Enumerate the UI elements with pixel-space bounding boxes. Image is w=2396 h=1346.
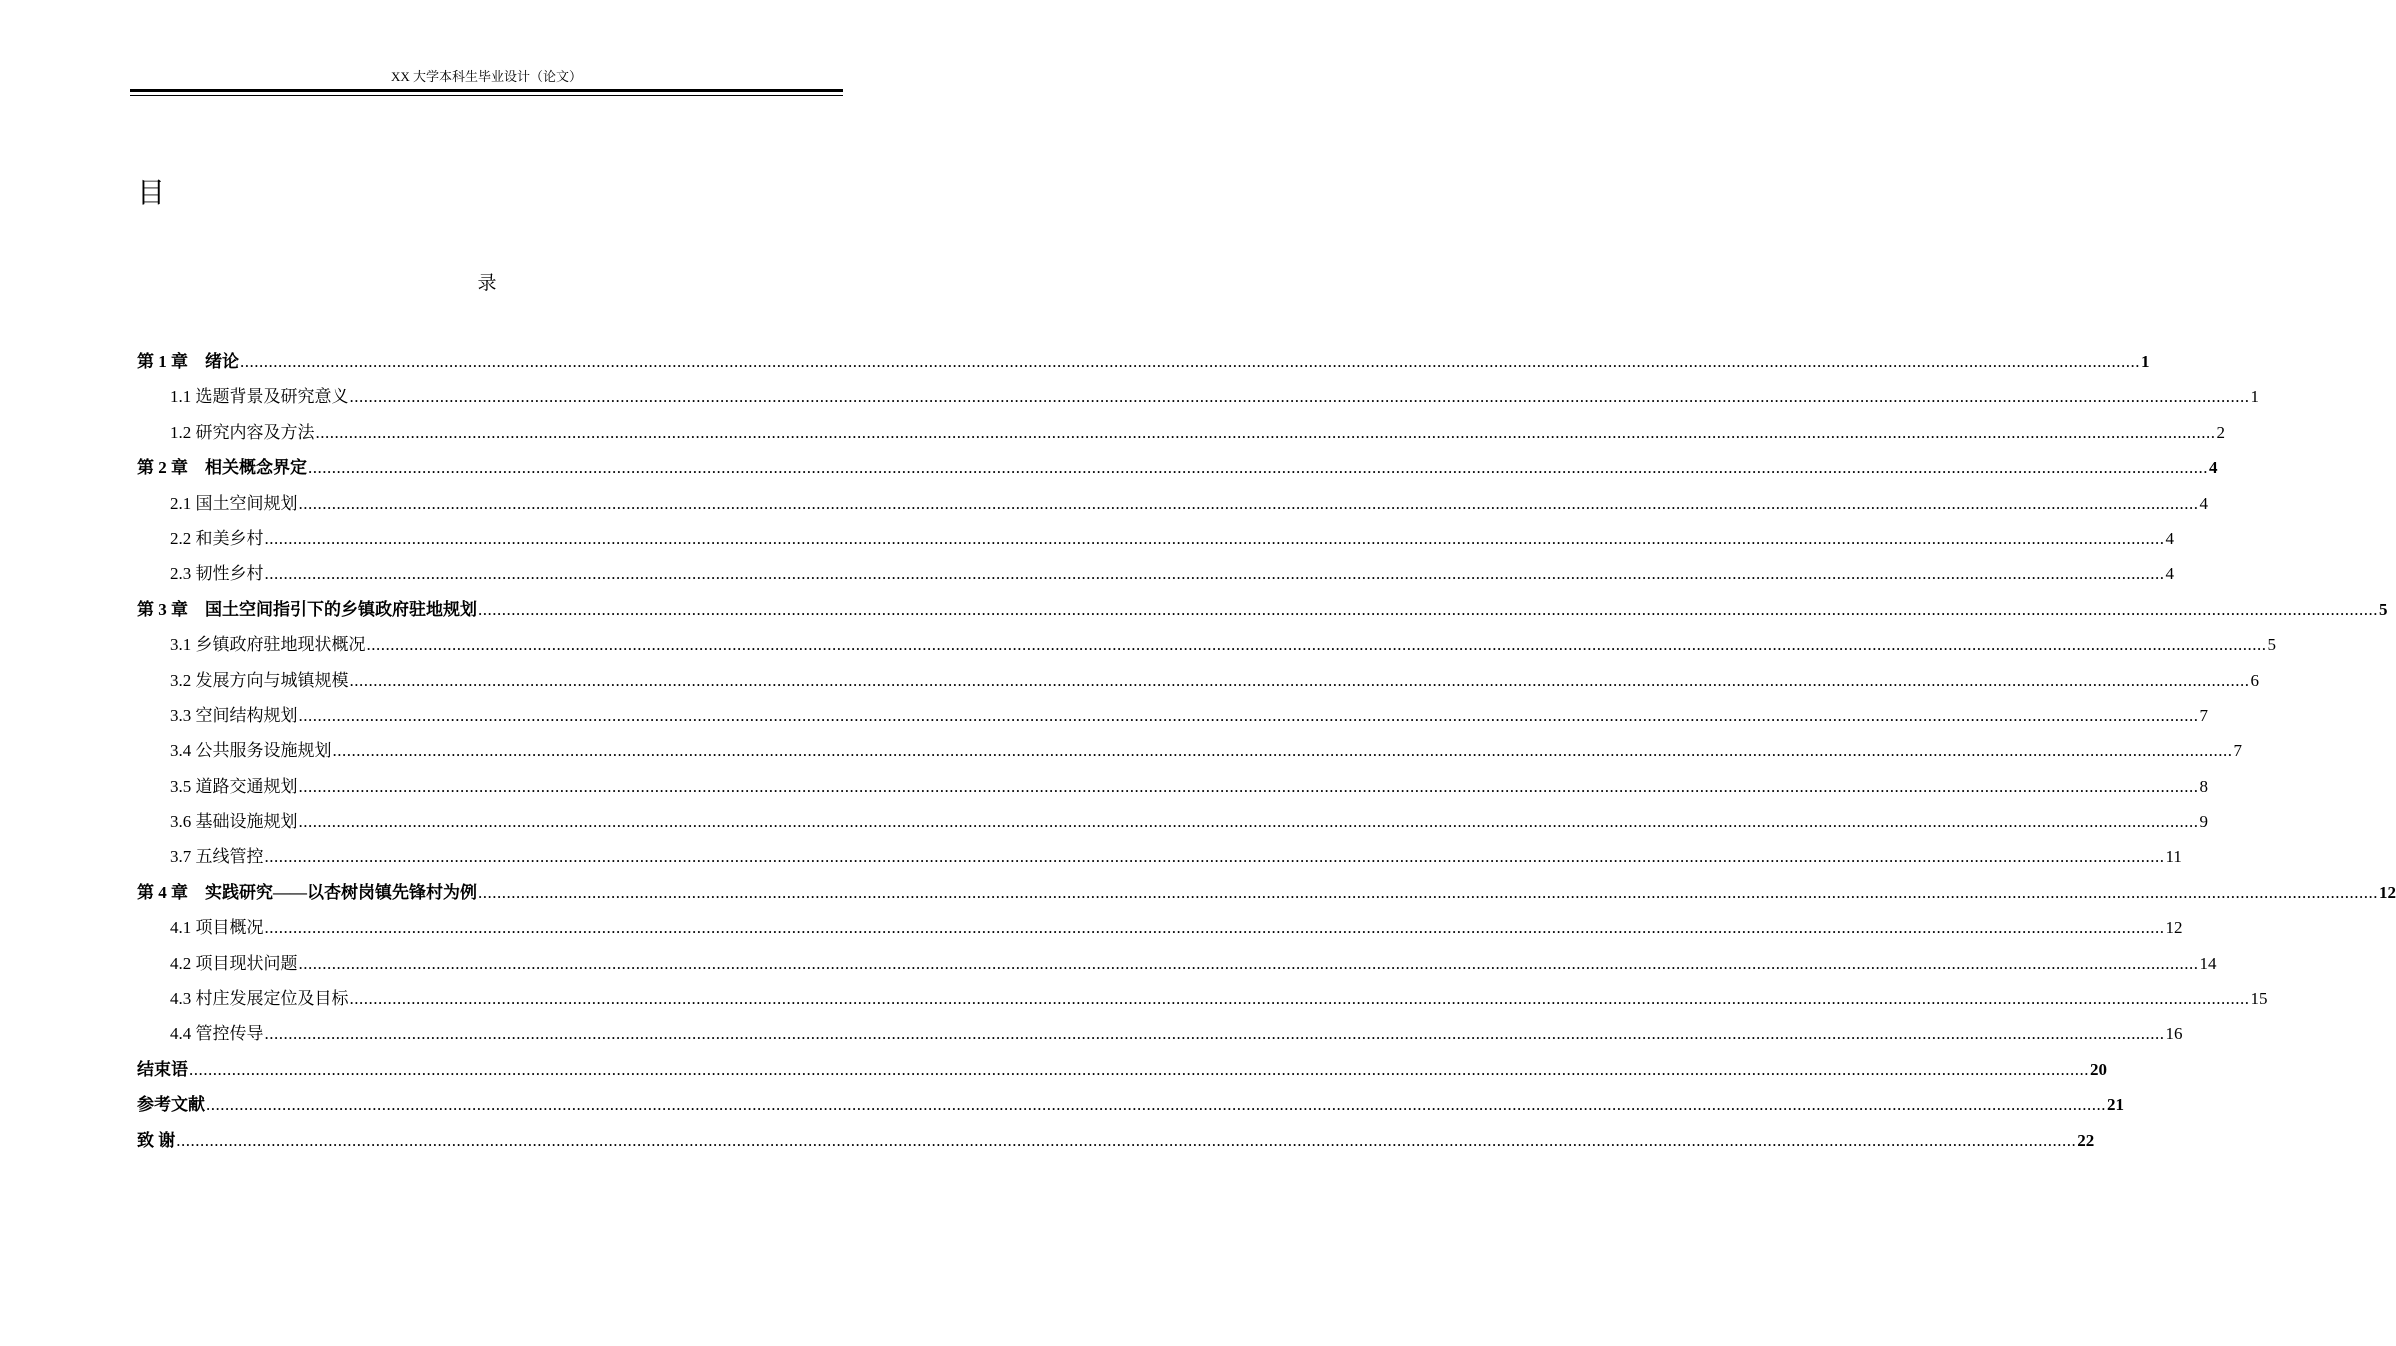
toc-dot-leader: ................................................................................................................................................................................................................................................................................................................................................................................................................ [176, 1130, 2077, 1150]
toc-chapter-entry[interactable] [137, 344, 2150, 379]
toc-page-number: 4 [2199, 493, 2208, 513]
toc-entry-title: 结束语 [137, 1059, 188, 1079]
toc-dot-leader: ................................................................................................................................................................................................................................................................................................................................................................................................................ [298, 953, 2199, 973]
toc-chapter-entry[interactable] [137, 1087, 2124, 1122]
toc-page-number: 1 [2250, 387, 2259, 407]
toc-entry-title: 第 4 章 实践研究——以杏树岗镇先锋村为例 [137, 882, 477, 902]
toc-entry-title: 2.1 国土空间规划 [170, 493, 298, 513]
toc-section-entry[interactable] [137, 521, 2174, 556]
toc-entry-title: 第 2 章 相关概念界定 [137, 458, 307, 478]
toc-dot-leader: ................................................................................................................................................................................................................................................................................................................................................................................................................ [308, 458, 2208, 478]
toc-dot-leader: ................................................................................................................................................................................................................................................................................................................................................................................................................ [478, 599, 2378, 619]
toc-section-entry[interactable] [137, 1016, 2183, 1051]
toc-entry-title: 3.3 空间结构规划 [170, 705, 298, 725]
toc-page-number: 7 [2233, 741, 2242, 761]
toc-page-number: 14 [2199, 953, 2217, 973]
toc-entry-title: 2.3 韧性乡村 [170, 564, 264, 584]
toc-page-number: 1 [2141, 352, 2150, 371]
toc-entry-title: 4.3 村庄发展定位及目标 [170, 989, 349, 1009]
toc-entry-title: 3.1 乡镇政府驻地现状概况 [170, 635, 366, 655]
toc-dot-leader: ................................................................................................................................................................................................................................................................................................................................................................................................................ [240, 352, 2140, 371]
toc-entry-title: 3.2 发展方向与城镇规模 [170, 670, 349, 690]
toc-dot-leader: ................................................................................................................................................................................................................................................................................................................................................................................................................ [366, 635, 2267, 655]
toc-page-number: 5 [2267, 635, 2276, 655]
toc-chapter-entry[interactable] [137, 875, 2396, 910]
toc-section-entry[interactable] [137, 663, 2259, 698]
toc-section-entry[interactable] [137, 379, 2259, 414]
toc-section-entry[interactable] [137, 910, 2183, 945]
toc-entry-title: 参考文献 [137, 1095, 205, 1115]
header-rule-thin [130, 95, 843, 96]
toc-section-entry[interactable] [137, 839, 2182, 874]
toc-entry-title: 4.2 项目现状问题 [170, 953, 298, 973]
toc-entry-title: 4.4 管控传导 [170, 1024, 264, 1044]
toc-dot-leader: ................................................................................................................................................................................................................................................................................................................................................................................................................ [264, 1024, 2165, 1044]
toc-section-entry[interactable] [137, 415, 2225, 450]
toc-dot-leader: ................................................................................................................................................................................................................................................................................................................................................................................................................ [264, 847, 2165, 867]
toc-page-number: 12 [2165, 918, 2183, 938]
toc-section-entry[interactable] [137, 698, 2208, 733]
toc-page-number: 21 [2107, 1095, 2124, 1115]
toc-page-number: 2 [2216, 422, 2225, 442]
toc-dot-leader: ................................................................................................................................................................................................................................................................................................................................................................................................................ [315, 422, 2216, 442]
toc-page-number: 12 [2379, 882, 2396, 902]
toc-entry-title: 3.7 五线管控 [170, 847, 264, 867]
toc-page-number: 9 [2199, 812, 2208, 832]
toc-entry-title: 3.6 基础设施规划 [170, 812, 298, 832]
toc-entry-title: 1.1 选题背景及研究意义 [170, 387, 349, 407]
toc-dot-leader: ................................................................................................................................................................................................................................................................................................................................................................................................................ [298, 493, 2199, 513]
header-rule-thick [130, 89, 843, 92]
toc-entry-title: 4.1 项目概况 [170, 918, 264, 938]
toc-section-entry[interactable] [137, 981, 2268, 1016]
toc-page-number: 22 [2077, 1130, 2095, 1150]
toc-page-number: 8 [2199, 776, 2208, 796]
toc-dot-leader: ................................................................................................................................................................................................................................................................................................................................................................................................................ [349, 670, 2250, 690]
toc-dot-leader: ................................................................................................................................................................................................................................................................................................................................................................................................................ [189, 1059, 2089, 1079]
toc-entry-title: 3.4 公共服务设施规划 [170, 741, 332, 761]
toc-section-entry[interactable] [137, 627, 2276, 662]
toc-page-number: 6 [2250, 670, 2259, 690]
toc-section-entry[interactable] [137, 804, 2208, 839]
toc-dot-leader: ................................................................................................................................................................................................................................................................................................................................................................................................................ [264, 918, 2165, 938]
toc-dot-leader: ................................................................................................................................................................................................................................................................................................................................................................................................................ [264, 564, 2165, 584]
toc-section-entry[interactable] [137, 733, 2242, 768]
toc-section-entry[interactable] [137, 769, 2208, 804]
toc-entry-title: 第 1 章 绪论 [137, 352, 239, 371]
toc-entry-title: 致 谢 [137, 1130, 176, 1150]
toc-entry-title: 1.2 研究内容及方法 [170, 422, 315, 442]
toc-page-number: 4 [2209, 458, 2218, 478]
toc-page-number: 7 [2199, 705, 2208, 725]
toc-page-number: 20 [2090, 1059, 2107, 1079]
toc-page-number: 4 [2165, 564, 2174, 584]
toc-dot-leader: ................................................................................................................................................................................................................................................................................................................................................................................................................ [349, 387, 2250, 407]
toc-entry-title: 2.2 和美乡村 [170, 528, 264, 548]
toc-dot-leader: ................................................................................................................................................................................................................................................................................................................................................................................................................ [332, 741, 2233, 761]
toc-page-number: 15 [2250, 989, 2268, 1009]
toc-dot-leader: ................................................................................................................................................................................................................................................................................................................................................................................................................ [298, 812, 2199, 832]
toc-chapter-entry[interactable] [137, 1052, 2107, 1087]
toc-heading-part-1: 目 [137, 176, 166, 209]
toc-heading-part-2: 录 [477, 273, 497, 294]
toc-page-number: 5 [2379, 599, 2388, 619]
page-header: XX 大学本科生毕业设计（论文） [390, 69, 583, 84]
toc-page-number: 11 [2165, 847, 2182, 867]
toc-page-number: 4 [2165, 528, 2174, 548]
toc-section-entry[interactable] [137, 946, 2217, 981]
table-of-contents [137, 344, 2396, 1158]
toc-chapter-entry[interactable] [137, 450, 2218, 485]
toc-section-entry[interactable] [137, 486, 2208, 521]
toc-dot-leader: ................................................................................................................................................................................................................................................................................................................................................................................................................ [478, 882, 2378, 902]
toc-dot-leader: ................................................................................................................................................................................................................................................................................................................................................................................................................ [206, 1095, 2106, 1115]
toc-chapter-entry[interactable] [137, 1123, 2095, 1158]
toc-chapter-entry[interactable] [137, 592, 2388, 627]
toc-page-number: 16 [2165, 1024, 2183, 1044]
toc-section-entry[interactable] [137, 556, 2174, 591]
toc-dot-leader: ................................................................................................................................................................................................................................................................................................................................................................................................................ [264, 528, 2165, 548]
toc-entry-title: 第 3 章 国土空间指引下的乡镇政府驻地规划 [137, 599, 477, 619]
toc-dot-leader: ................................................................................................................................................................................................................................................................................................................................................................................................................ [349, 989, 2250, 1009]
toc-dot-leader: ................................................................................................................................................................................................................................................................................................................................................................................................................ [298, 705, 2199, 725]
toc-dot-leader: ................................................................................................................................................................................................................................................................................................................................................................................................................ [298, 776, 2199, 796]
toc-entry-title: 3.5 道路交通规划 [170, 776, 298, 796]
